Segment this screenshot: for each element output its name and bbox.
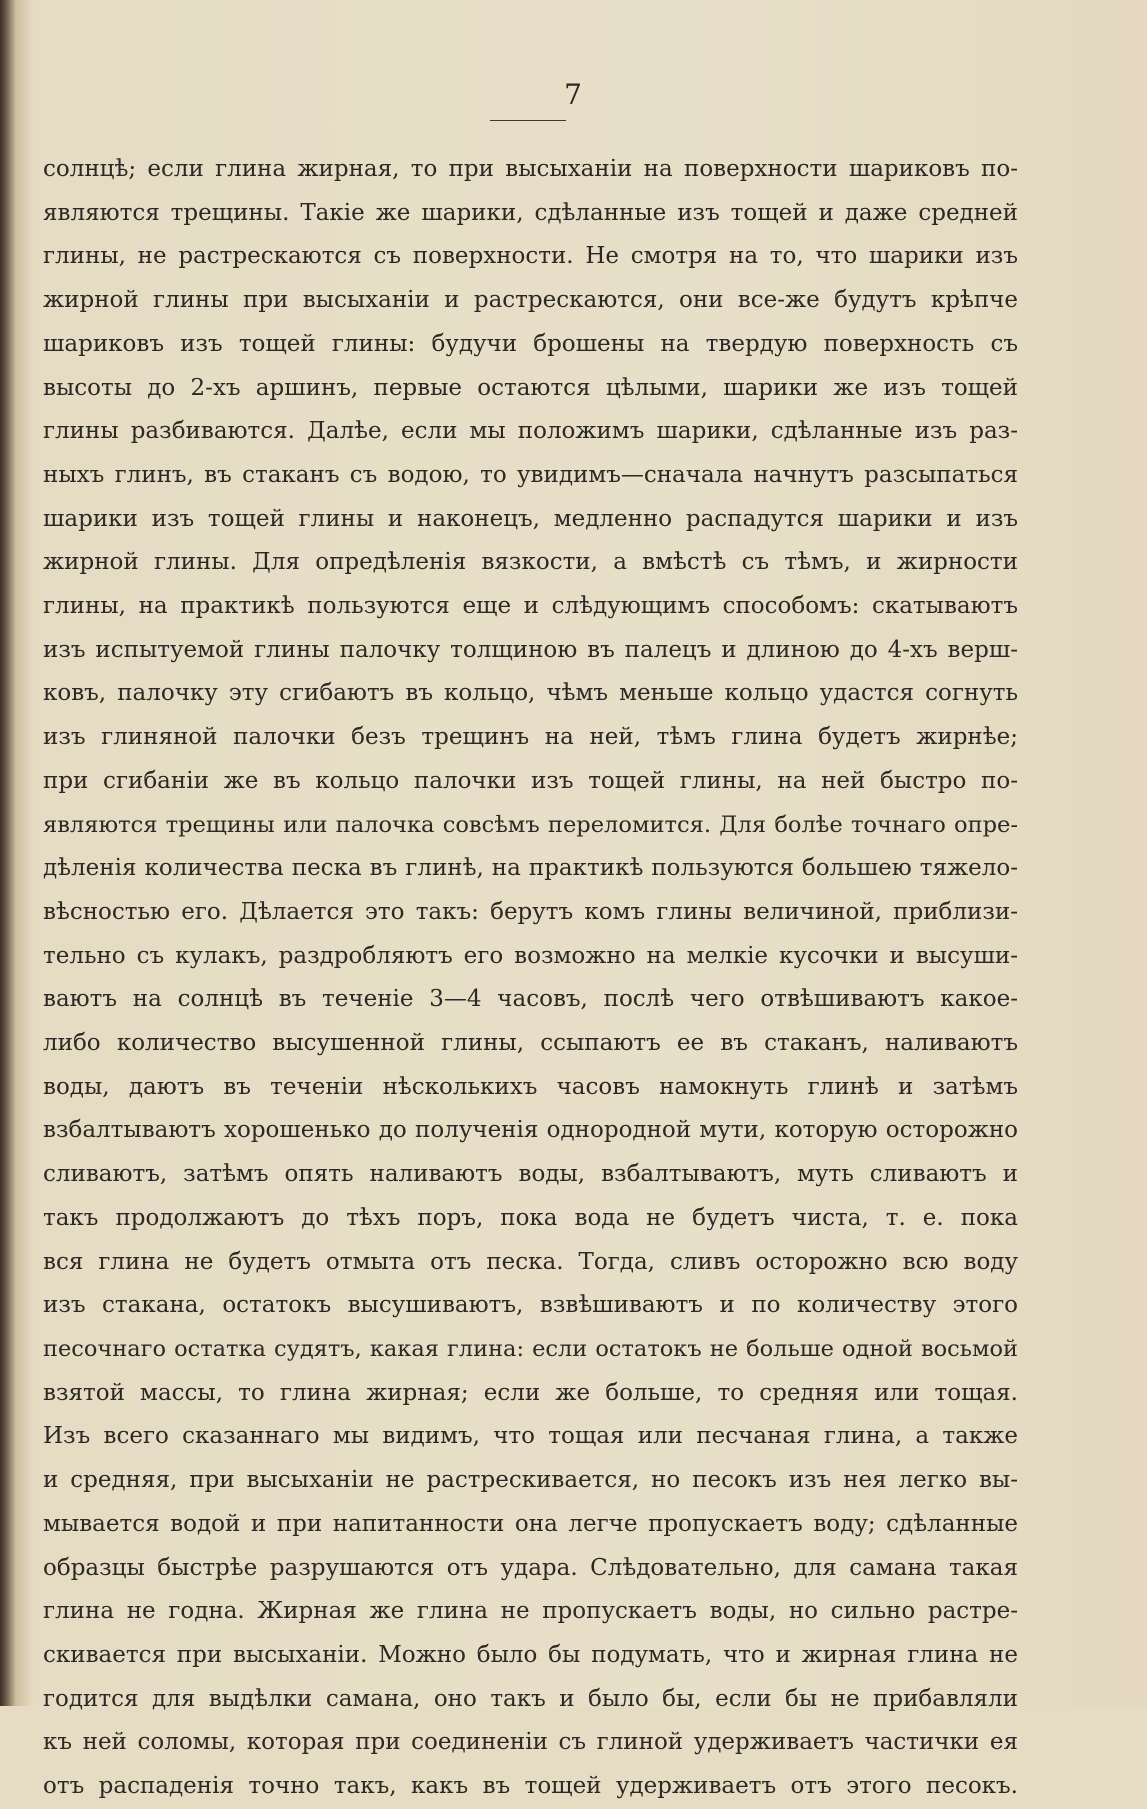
text-line: скивается при высыханіи. Можно было бы подумать, что и жирная глина не [43,1641,1018,1668]
text-line: и средняя, при высыханіи не растрескивается, но песокъ изъ нея легко вы- [43,1467,1018,1494]
text-line: ныхъ глинъ, въ стаканъ съ водою, то увидимъ—сначала начнутъ разсыпаться [43,461,1018,488]
text-line: либо количество высушенной глины, ссыпаютъ ее въ стаканъ, наливаютъ [43,1030,1018,1057]
text-line: годится для выдѣлки самана, оно такъ и было бы, если бы не прибавляли [43,1685,1018,1712]
page-number-rule [490,120,566,121]
text-line: изъ стакана, остатокъ высушиваютъ, взвѣшиваютъ и по количеству этого [43,1292,1018,1319]
text-line: высоты до 2-хъ аршинъ, первые остаются цѣлыми, шарики же изъ тощей [43,374,1018,401]
text-line: при сгибаніи же въ кольцо палочки изъ тощей глины, на ней быстро по- [43,767,1018,794]
text-line: вся глина не будетъ отмыта отъ песка. Тогда, сливъ осторожно всю воду [43,1248,1018,1275]
text-line: глины разбиваются. Далѣе, если мы положимъ шарики, сдѣланные изъ раз- [43,418,1018,445]
text-line: ваютъ на солнцѣ въ теченіе 3—4 часовъ, послѣ чего отвѣшиваютъ какое- [43,986,1018,1013]
text-line: взятой массы, то глина жирная; если же больше, то средняя или тощая. [43,1379,1018,1406]
text-line: шариковъ изъ тощей глины: будучи брошены на твердую поверхность съ [43,330,1018,357]
text-line: жирной глины. Для опредѣленія вязкости, а вмѣстѣ съ тѣмъ, и жирности [43,549,1018,576]
text-line: солнцѣ; если глина жирная, то при высыханіи на поверхности шариковъ по- [43,156,1018,182]
text-line: воды, даютъ въ теченіи нѣсколькихъ часовъ намокнуть глинѣ и затѣмъ [43,1073,1018,1100]
text-line: сливаютъ, затѣмъ опять наливаютъ воды, взбалтываютъ, муть сливаютъ и [43,1161,1018,1188]
text-line: вѣсностью его. Дѣлается это такъ: берутъ комъ глины величиной, приблизи- [43,898,1018,925]
text-line: глина не годна. Жирная же глина не пропускаетъ воды, но сильно растре- [43,1598,1018,1625]
text-line: глины, не растрескаются съ поверхности. Не смотря на то, что шарики изъ [43,243,1018,270]
text-line: являются трещины. Такіе же шарики, сдѣланные изъ тощей и даже средней [43,199,1018,226]
text-line: глины, на практикѣ пользуются еще и слѣдующимъ способомъ: скатываютъ [43,593,1018,620]
text-line: Изъ всего сказаннаго мы видимъ, что тощая или песчаная глина, а также [43,1423,1018,1450]
text-line: взбалтываютъ хорошенько до полученія однородной мути, которую осторожно [43,1117,1018,1144]
text-line: ковъ, палочку эту сгибаютъ въ кольцо, чѣмъ меньше кольцо удастся согнуть [43,680,1018,707]
text-line: такъ продолжаютъ до тѣхъ поръ, пока вода не будетъ чиста, т. е. пока [43,1204,1018,1231]
text-line: песочнаго остатка судятъ, какая глина: если остатокъ не больше одной восьмой [43,1335,1018,1362]
text-line: шарики изъ тощей глины и наконецъ, медленно распадутся шарики и изъ [43,505,1018,532]
text-line: изъ глиняной палочки безъ трещинъ на ней, тѣмъ глина будетъ жирнѣе; [43,724,1018,751]
text-line: дѣленія количества песка въ глинѣ, на практикѣ пользуются большею тяжело- [43,855,1018,882]
page-number: 7 [564,78,583,111]
text-line: являются трещины или палочка совсѣмъ переломится. Для болѣе точнаго опре- [43,811,1018,838]
text-line: мывается водой и при напитанности она легче пропускаетъ воду; сдѣланные [43,1510,1018,1537]
text-line: къ ней соломы, которая при соединеніи съ глиной удерживаетъ частички ея [43,1729,1018,1756]
text-line: жирной глины при высыханіи и растрескаются, они все-же будутъ крѣпче [43,287,1018,314]
body-text [43,148,1018,1809]
text-line: тельно съ кулакъ, раздробляютъ его возможно на мелкіе кусочки и высуши- [43,942,1018,969]
text-line: отъ распаденія точно такъ, какъ въ тощей удерживаетъ отъ этого песокъ. [43,1773,1018,1800]
text-line: образцы быстрѣе разрушаются отъ удара. Слѣдовательно, для самана такая [43,1554,1018,1581]
text-line: изъ испытуемой глины палочку толщиною въ палецъ и длиною до 4-хъ верш- [43,636,1018,663]
